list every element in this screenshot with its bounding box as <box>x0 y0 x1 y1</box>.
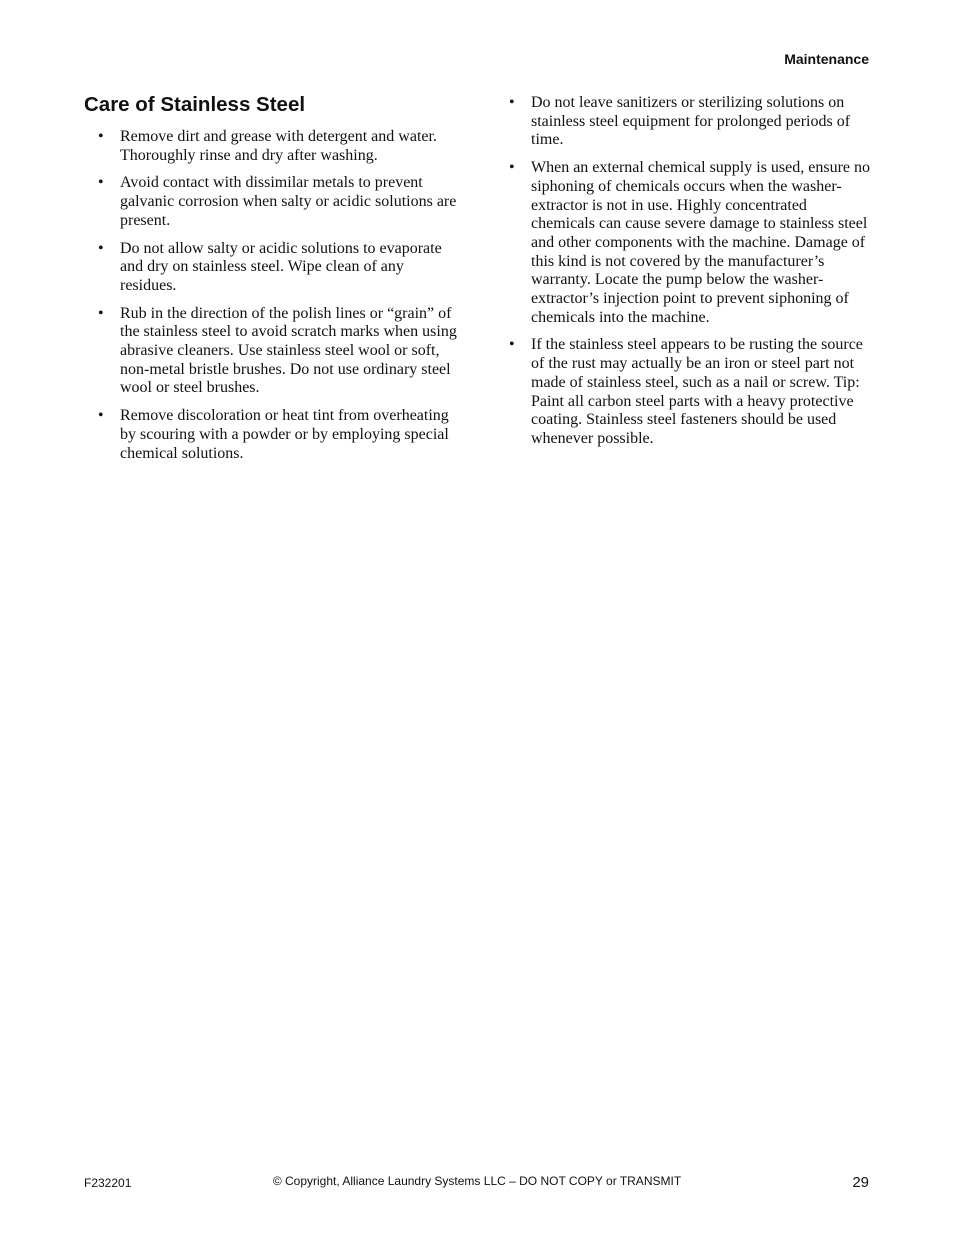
bullet-icon: • <box>98 407 104 425</box>
list-item-text: Rub in the direction of the polish lines or “grain” of the stainless steel to avoid scratch marks when using abrasive cleaners. Use stainless steel wool or soft, non-metal bristle brushes. Do not use ordinary steel wool or steel brushes. <box>120 304 457 397</box>
bullet-icon: • <box>98 128 104 145</box>
bullet-icon: • <box>509 159 515 177</box>
list-item <box>98 128 460 165</box>
list-item-text: If the stainless steel appears to be rusting the source of the rust may actually be an iron or steel part not made of stainless steel, such as a nail or screw. Tip: Paint all carbon steel parts with a heavy protective coating. Stainless steel fasteners should be used whenever possible. <box>531 336 863 447</box>
list-item-text: Do not leave sanitizers or sterilizing solutions on stainless steel equipment for prolonged periods of time. <box>531 94 851 149</box>
list-item-text: Remove discoloration or heat tint from overheating by scouring with a powder or by employing special chemical solutions. <box>120 407 449 462</box>
list-item <box>509 94 871 150</box>
list-item <box>98 305 460 399</box>
list-item <box>509 159 871 327</box>
section-title: Care of Stainless Steel <box>84 93 306 116</box>
list-item <box>98 407 460 463</box>
list-item <box>509 336 871 448</box>
list-item <box>98 174 460 230</box>
page-number: 29 <box>852 1174 869 1191</box>
copyright-notice: © Copyright, Alliance Laundry Systems LLC – DO NOT COPY or TRANSMIT <box>272 1174 682 1188</box>
bullet-icon: • <box>98 174 104 192</box>
bullet-icon: • <box>509 336 515 354</box>
bullet-icon: • <box>509 94 515 111</box>
list-item-text: When an external chemical supply is used, ensure no siphoning of chemicals occurs when the washer-extractor is not in use. Highly concentrated chemicals can cause severe damage to stainless steel and other components with the machine. Damage of this kind is not covered by the manufacturer’s warranty. Locate the pump below the washer-extractor’s injection point to prevent siphoning of chemicals into the machine. <box>531 159 870 326</box>
list-item-text: Avoid contact with dissimilar metals to prevent galvanic corrosion when salty or acidic solutions are present. <box>120 174 457 229</box>
bullet-icon: • <box>98 304 104 322</box>
right-column <box>509 94 871 458</box>
running-header: Maintenance <box>784 51 869 67</box>
document-number: F232201 <box>84 1176 132 1190</box>
list-item-text: Do not allow salty or acidic solutions to evaporate and dry on stainless steel. Wipe clean of any residues. <box>120 239 442 294</box>
left-column <box>98 128 460 472</box>
list-item-text: Remove dirt and grease with detergent and water. Thoroughly rinse and dry after washing. <box>120 128 437 164</box>
bullet-icon: • <box>98 239 104 257</box>
list-item <box>98 240 460 296</box>
left-bullet-list <box>98 128 460 463</box>
right-bullet-list <box>509 94 871 449</box>
